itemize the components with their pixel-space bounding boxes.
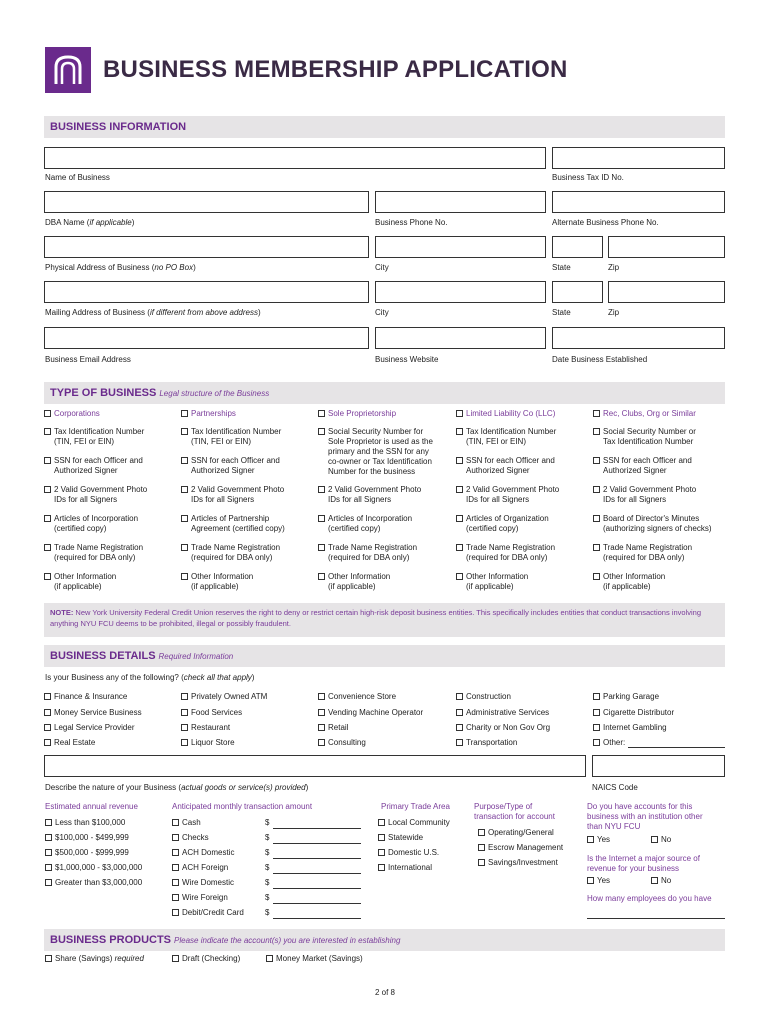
- tob-requirement-item[interactable]: 2 Valid Government Photo IDs for all Signers: [318, 485, 421, 505]
- website-label: Business Website: [375, 355, 439, 364]
- tax-id-label: Business Tax ID No.: [552, 173, 624, 182]
- business-description-field[interactable]: [44, 755, 586, 777]
- business-category-option[interactable]: Food Services: [181, 708, 242, 717]
- money-market-checkbox[interactable]: [266, 955, 273, 962]
- checkbox-icon[interactable]: [593, 709, 600, 716]
- tob-column-header[interactable]: Partnerships: [181, 409, 236, 419]
- checkbox-icon[interactable]: [318, 724, 325, 731]
- mailing-state-label: State: [552, 308, 571, 317]
- business-details-section-header: [44, 645, 725, 667]
- checkbox-icon[interactable]: [593, 428, 600, 435]
- checkbox-icon[interactable]: [181, 739, 188, 746]
- checkbox-icon[interactable]: [172, 819, 179, 826]
- checkbox-icon[interactable]: [181, 457, 188, 464]
- internet-yes-option[interactable]: Yes: [587, 876, 610, 885]
- business-phone-label: Business Phone No.: [375, 218, 448, 227]
- employees-line[interactable]: [587, 918, 725, 919]
- draft-checking-option[interactable]: Draft (Checking): [172, 954, 240, 963]
- physical-state-label: State: [552, 263, 571, 272]
- trade-area-option[interactable]: Statewide: [378, 833, 423, 842]
- checkbox-icon[interactable]: [593, 410, 600, 417]
- checkbox-icon[interactable]: [456, 428, 463, 435]
- checkbox-icon[interactable]: [44, 709, 51, 716]
- tob-requirement-item[interactable]: Tax Identification Number (TIN, FEI or EIN): [456, 427, 556, 447]
- page-number: 2 of 8: [374, 988, 395, 997]
- dollar-sign: $: [265, 833, 270, 842]
- checkbox-icon[interactable]: [181, 486, 188, 493]
- checkbox-icon[interactable]: [456, 709, 463, 716]
- transaction-option[interactable]: Cash: [172, 818, 201, 827]
- tob-requirement-item[interactable]: 2 Valid Government Photo IDs for all Signers: [181, 485, 284, 505]
- tob-column-header[interactable]: Limited Liability Co (LLC): [456, 409, 555, 419]
- checkbox-icon[interactable]: [44, 573, 51, 580]
- mailing-state-field[interactable]: [552, 281, 603, 303]
- tob-requirement-item[interactable]: Articles of Incorporation (certified copy): [44, 514, 138, 534]
- transaction-option[interactable]: Wire Domestic: [172, 878, 234, 887]
- checkbox-icon[interactable]: [456, 544, 463, 551]
- checkbox-icon[interactable]: [44, 739, 51, 746]
- transaction-option[interactable]: Wire Foreign: [172, 893, 228, 902]
- checkbox-icon[interactable]: [172, 864, 179, 871]
- trade-area-option[interactable]: International: [378, 863, 432, 872]
- checkbox-icon[interactable]: [44, 544, 51, 551]
- physical-address-label: Physical Address of Business (no PO Box): [45, 263, 196, 272]
- type-of-business-section-header: [44, 382, 725, 404]
- business-category-option[interactable]: Privately Owned ATM: [181, 692, 267, 701]
- business-category-option[interactable]: Convenience Store: [318, 692, 396, 701]
- checkbox-icon[interactable]: [593, 739, 600, 746]
- business-category-option[interactable]: Money Service Business: [44, 708, 142, 717]
- business-category-option[interactable]: Legal Service Provider: [44, 723, 134, 732]
- dollar-sign: $: [265, 878, 270, 887]
- business-information-section-header: [44, 116, 725, 138]
- checkbox-icon[interactable]: [181, 410, 188, 417]
- checkbox-icon[interactable]: [478, 859, 485, 866]
- business-name-field[interactable]: [44, 147, 546, 169]
- tob-requirement-item[interactable]: SSN for each Officer and Authorized Signer: [456, 456, 555, 476]
- tob-requirement-item[interactable]: Articles of Incorporation (certified copy): [318, 514, 412, 534]
- revenue-option[interactable]: Less than $100,000: [45, 818, 125, 827]
- naics-code-label: NAICS Code: [592, 783, 638, 792]
- transaction-option[interactable]: ACH Domestic: [172, 848, 234, 857]
- other-category-line[interactable]: [628, 747, 725, 748]
- tob-column-header[interactable]: Sole Proprietorship: [318, 409, 396, 419]
- transaction-amount-line[interactable]: [273, 888, 361, 889]
- purpose-option[interactable]: Escrow Management: [478, 843, 563, 852]
- checkbox-icon[interactable]: [318, 410, 325, 417]
- tob-requirement-item[interactable]: Social Security Number or Tax Identification Number: [593, 427, 696, 447]
- physical-address-field[interactable]: [44, 236, 369, 258]
- checkbox-icon[interactable]: [44, 693, 51, 700]
- business-details-heading: BUSINESS DETAILS Required Information: [50, 650, 234, 662]
- checkbox-icon[interactable]: [181, 544, 188, 551]
- tob-requirement-item[interactable]: Trade Name Registration (required for DBA only): [181, 543, 280, 563]
- business-name-label: Name of Business: [45, 173, 110, 182]
- transaction-amount-line[interactable]: [273, 828, 361, 829]
- checkbox-icon[interactable]: [45, 879, 52, 886]
- physical-zip-label: Zip: [608, 263, 620, 272]
- tob-requirement-item[interactable]: Trade Name Registration (required for DBA only): [318, 543, 417, 563]
- share-savings-option[interactable]: Share (Savings) required: [45, 954, 144, 963]
- tob-requirement-item[interactable]: Tax Identification Number (TIN, FEI or EIN): [181, 427, 281, 447]
- checkbox-icon[interactable]: [45, 849, 52, 856]
- accounts-no-option[interactable]: No: [651, 835, 671, 844]
- tob-requirement-item[interactable]: Trade Name Registration (required for DBA only): [593, 543, 692, 563]
- revenue-header: Estimated annual revenue: [45, 802, 138, 811]
- checkbox-icon[interactable]: [593, 544, 600, 551]
- checkbox-icon[interactable]: [44, 724, 51, 731]
- business-phone-field[interactable]: [375, 191, 546, 213]
- tob-requirement-item[interactable]: Articles of Partnership Agreement (certified copy): [181, 514, 285, 534]
- checkbox-icon[interactable]: [45, 819, 52, 826]
- checkbox-icon[interactable]: [456, 573, 463, 580]
- checkbox-icon[interactable]: [44, 457, 51, 464]
- accounts-question: Do you have accounts for this business with an institution other than NYU FCU: [587, 802, 703, 831]
- checkbox-icon[interactable]: [44, 515, 51, 522]
- alternate-phone-field[interactable]: [552, 191, 725, 213]
- checkbox-icon[interactable]: [44, 428, 51, 435]
- mailing-zip-field[interactable]: [608, 281, 725, 303]
- arch-logo-icon: [45, 47, 91, 93]
- revenue-option[interactable]: $100,000 - $499,999: [45, 833, 129, 842]
- internet-question: Is the Internet a major source of revenue for your business: [587, 854, 700, 873]
- checkbox-icon[interactable]: [318, 515, 325, 522]
- purpose-header: Purpose/Type of transaction for account: [474, 802, 555, 821]
- trade-area-option[interactable]: Local Community: [378, 818, 450, 827]
- checkbox-icon[interactable]: [44, 486, 51, 493]
- mailing-city-field[interactable]: [375, 281, 546, 303]
- business-category-option[interactable]: Other:: [593, 738, 625, 747]
- tob-requirement-item[interactable]: Tax Identification Number (TIN, FEI or EIN): [44, 427, 144, 447]
- checkbox-icon[interactable]: [478, 829, 485, 836]
- accounts-yes-checkbox[interactable]: [587, 836, 594, 843]
- business-category-option[interactable]: Internet Gambling: [593, 723, 667, 732]
- checkbox-icon[interactable]: [45, 834, 52, 841]
- checkbox-icon[interactable]: [593, 693, 600, 700]
- email-label: Business Email Address: [45, 355, 131, 364]
- purpose-option[interactable]: Savings/Investment: [478, 858, 558, 867]
- checkbox-icon[interactable]: [318, 428, 325, 435]
- internet-no-checkbox[interactable]: [651, 877, 658, 884]
- business-products-heading: BUSINESS PRODUCTS Please indicate the account(s) you are interested in establishing: [50, 934, 401, 946]
- checkbox-icon[interactable]: [181, 573, 188, 580]
- dollar-sign: $: [265, 908, 270, 917]
- checkbox-icon[interactable]: [378, 834, 385, 841]
- business-category-option[interactable]: Liquor Store: [181, 738, 235, 747]
- checkbox-icon[interactable]: [172, 849, 179, 856]
- checkbox-icon[interactable]: [378, 864, 385, 871]
- tob-requirement-item[interactable]: Trade Name Registration (required for DBA only): [456, 543, 555, 563]
- checkbox-icon[interactable]: [456, 486, 463, 493]
- checkbox-icon[interactable]: [318, 739, 325, 746]
- business-category-option[interactable]: Administrative Services: [456, 708, 549, 717]
- tob-requirement-item[interactable]: Trade Name Registration (required for DBA only): [44, 543, 143, 563]
- transaction-option[interactable]: Debit/Credit Card: [172, 908, 244, 917]
- checkbox-icon[interactable]: [593, 457, 600, 464]
- dollar-sign: $: [265, 818, 270, 827]
- checkbox-icon[interactable]: [181, 515, 188, 522]
- business-category-option[interactable]: Cigarette Distributor: [593, 708, 674, 717]
- draft-checking-checkbox[interactable]: [172, 955, 179, 962]
- business-category-option[interactable]: Real Estate: [44, 738, 95, 747]
- email-field[interactable]: [44, 327, 369, 349]
- type-of-business-heading: TYPE OF BUSINESS Legal structure of the Business: [50, 387, 270, 399]
- checkbox-icon[interactable]: [456, 457, 463, 464]
- transaction-amount-line[interactable]: [273, 858, 361, 859]
- trade-area-option[interactable]: Domestic U.S.: [378, 848, 439, 857]
- tob-requirement-item[interactable]: Other Information (if applicable): [44, 572, 116, 592]
- note-box: NOTE: New York University Federal Credit Union reserves the right to deny or restrict certain high-risk deposit business entities. This specifically includes entities that conduct transactions involving anything NYU FCU deems to be prohibited, illegal or possibly fraudulent.: [44, 603, 725, 637]
- checkbox-icon[interactable]: [478, 844, 485, 851]
- physical-state-field[interactable]: [552, 236, 603, 258]
- business-category-option[interactable]: Restaurant: [181, 723, 230, 732]
- revenue-option[interactable]: Greater than $3,000,000: [45, 878, 142, 887]
- date-established-label: Date Business Established: [552, 355, 648, 364]
- business-category-option[interactable]: Charity or Non Gov Org: [456, 723, 550, 732]
- tob-requirement-item[interactable]: Social Security Number for Sole Proprietor is used as the primary and the SSN for any co-owner or Tax Identification Number for the business: [318, 427, 433, 477]
- checkbox-icon[interactable]: [181, 693, 188, 700]
- checkbox-icon[interactable]: [378, 849, 385, 856]
- checkbox-icon[interactable]: [593, 724, 600, 731]
- tob-requirement-item[interactable]: Articles of Organization (certified copy): [456, 514, 549, 534]
- internet-yes-checkbox[interactable]: [587, 877, 594, 884]
- revenue-option[interactable]: $1,000,000 - $3,000,000: [45, 863, 142, 872]
- trade-area-header: Primary Trade Area: [381, 802, 450, 811]
- transaction-option[interactable]: ACH Foreign: [172, 863, 228, 872]
- checkbox-icon[interactable]: [456, 515, 463, 522]
- tob-requirement-item[interactable]: Board of Director's Minutes (authorizing signers of checks): [593, 514, 712, 534]
- share-savings-checkbox[interactable]: [45, 955, 52, 962]
- tob-requirement-item[interactable]: 2 Valid Government Photo IDs for all Signers: [44, 485, 147, 505]
- business-category-option[interactable]: Consulting: [318, 738, 366, 747]
- business-category-option[interactable]: Retail: [318, 723, 348, 732]
- business-category-option[interactable]: Construction: [456, 692, 511, 701]
- mailing-city-label: City: [375, 308, 389, 317]
- business-products-section-header: [44, 929, 725, 951]
- physical-zip-field[interactable]: [608, 236, 725, 258]
- business-category-option[interactable]: Finance & Insurance: [44, 692, 127, 701]
- alternate-phone-label: Alternate Business Phone No.: [552, 218, 659, 227]
- checkbox-icon[interactable]: [172, 834, 179, 841]
- tob-requirement-item[interactable]: Other Information (if applicable): [456, 572, 528, 592]
- business-category-option[interactable]: Vending Machine Operator: [318, 708, 423, 717]
- checkbox-icon[interactable]: [318, 693, 325, 700]
- tax-id-field[interactable]: [552, 147, 725, 169]
- tob-requirement-item[interactable]: SSN for each Officer and Authorized Signer: [181, 456, 280, 476]
- checkbox-icon[interactable]: [318, 573, 325, 580]
- dba-name-field[interactable]: [44, 191, 369, 213]
- tob-requirement-item[interactable]: SSN for each Officer and Authorized Signer: [593, 456, 692, 476]
- transaction-amount-line[interactable]: [273, 873, 361, 874]
- tob-column-header[interactable]: Rec, Clubs, Org or Similar: [593, 409, 696, 419]
- revenue-option[interactable]: $500,000 - $999,999: [45, 848, 129, 857]
- dollar-sign: $: [265, 893, 270, 902]
- dollar-sign: $: [265, 848, 270, 857]
- employees-question: How many employees do you have: [587, 894, 712, 903]
- page-title: BUSINESS MEMBERSHIP APPLICATION: [103, 56, 568, 83]
- mailing-address-label: Mailing Address of Business (if different from above address): [45, 308, 261, 317]
- checkbox-icon[interactable]: [456, 693, 463, 700]
- business-type-question: Is your Business any of the following? (check all that apply): [45, 673, 255, 682]
- business-category-option[interactable]: Parking Garage: [593, 692, 659, 701]
- checkbox-icon[interactable]: [172, 909, 179, 916]
- transaction-amount-line[interactable]: [273, 843, 361, 844]
- checkbox-icon[interactable]: [181, 709, 188, 716]
- tob-column-header[interactable]: Corporations: [44, 409, 100, 419]
- money-market-option[interactable]: Money Market (Savings): [266, 954, 363, 963]
- business-description-label: Describe the nature of your Business (actual goods or service(s) provided): [45, 783, 309, 792]
- transaction-amount-line[interactable]: [273, 918, 361, 919]
- transaction-amount-line[interactable]: [273, 903, 361, 904]
- internet-no-option[interactable]: No: [651, 876, 671, 885]
- checkbox-icon[interactable]: [456, 410, 463, 417]
- business-information-heading: BUSINESS INFORMATION: [50, 121, 187, 133]
- tob-requirement-item[interactable]: SSN for each Officer and Authorized Signer: [44, 456, 143, 476]
- transaction-option[interactable]: Checks: [172, 833, 209, 842]
- transaction-header: Anticipated monthly transaction amount: [172, 802, 313, 811]
- checkbox-icon[interactable]: [318, 544, 325, 551]
- physical-city-field[interactable]: [375, 236, 546, 258]
- checkbox-icon[interactable]: [456, 739, 463, 746]
- checkbox-icon[interactable]: [172, 894, 179, 901]
- accounts-yes-option[interactable]: Yes: [587, 835, 610, 844]
- checkbox-icon[interactable]: [181, 428, 188, 435]
- checkbox-icon[interactable]: [181, 724, 188, 731]
- business-category-option[interactable]: Transportation: [456, 738, 517, 747]
- checkbox-icon[interactable]: [318, 709, 325, 716]
- website-field[interactable]: [375, 327, 546, 349]
- physical-city-label: City: [375, 263, 389, 272]
- checkbox-icon[interactable]: [593, 515, 600, 522]
- checkbox-icon[interactable]: [593, 486, 600, 493]
- date-established-field[interactable]: [552, 327, 725, 349]
- checkbox-icon[interactable]: [593, 573, 600, 580]
- checkbox-icon[interactable]: [318, 486, 325, 493]
- tob-requirement-item[interactable]: 2 Valid Government Photo IDs for all Signers: [593, 485, 696, 505]
- tob-requirement-item[interactable]: 2 Valid Government Photo IDs for all Signers: [456, 485, 559, 505]
- mailing-address-field[interactable]: [44, 281, 369, 303]
- tob-requirement-item[interactable]: Other Information (if applicable): [181, 572, 253, 592]
- purpose-option[interactable]: Operating/General: [478, 828, 554, 837]
- tob-requirement-item[interactable]: Other Information (if applicable): [593, 572, 665, 592]
- checkbox-icon[interactable]: [44, 410, 51, 417]
- naics-code-field[interactable]: [592, 755, 725, 777]
- mailing-zip-label: Zip: [608, 308, 620, 317]
- checkbox-icon[interactable]: [45, 864, 52, 871]
- dba-name-label: DBA Name (if applicable): [45, 218, 135, 227]
- checkbox-icon[interactable]: [456, 724, 463, 731]
- checkbox-icon[interactable]: [172, 879, 179, 886]
- dollar-sign: $: [265, 863, 270, 872]
- accounts-no-checkbox[interactable]: [651, 836, 658, 843]
- checkbox-icon[interactable]: [378, 819, 385, 826]
- tob-requirement-item[interactable]: Other Information (if applicable): [318, 572, 390, 592]
